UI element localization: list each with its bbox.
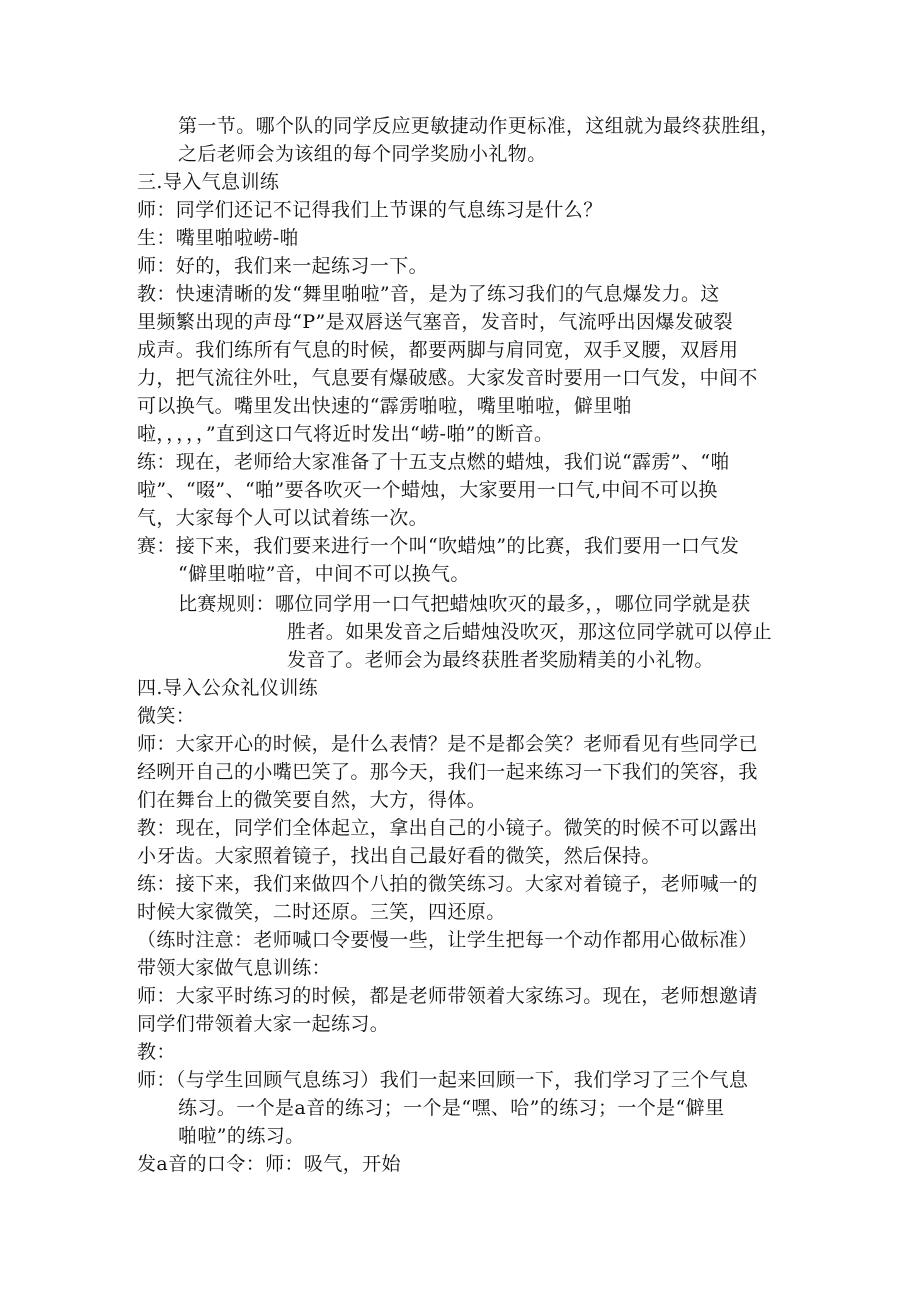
text-line: 师：大家开心的时候，是什么表情？是不是都会笑？老师看见有些同学已: [137, 733, 758, 755]
text-line: 练习。一个是a音的练习；一个是“嘿、哈”的练习；一个是“僻里: [178, 1097, 725, 1119]
text-line: 同学们带领着大家一起练习。: [137, 1013, 390, 1035]
text-line: 之后老师会为该组的每个同学奖励小礼物。: [178, 143, 547, 165]
text-line: 里频繁出现的声母“P”是双唇送气塞音，发音时，气流呼出因爆发破裂: [137, 311, 734, 333]
text-line: 带领大家做气息训练：: [137, 957, 332, 979]
text-line: 啦”、“啜”、“啪”要各吹灭一个蜡烛，大家要用一口气,中间不可以换: [137, 479, 718, 501]
text-line: 教：快速清晰的发“舞里啪啦”音，是为了练习我们的气息爆发力。这: [137, 283, 720, 305]
text-line: 练：接下来，我们来做四个八拍的微笑练习。大家对着镜子，老师喊一的: [137, 873, 758, 895]
text-line: 力，把气流往外吐，气息要有爆破感。大家发音时要用一口气发，中间不: [137, 367, 758, 389]
text-line: 生：嘴里啪啦崂-啪: [137, 227, 300, 249]
text-line: 们在舞台上的微笑要自然，大方，得体。: [137, 789, 487, 811]
text-line: 比赛规则：哪位同学用一口气把蜡烛吹灭的最多，，哪位同学就是获: [178, 593, 751, 615]
text-line: 时候大家微笑，二时还原。三笑，四还原。: [137, 901, 506, 923]
text-line: 啪啦”的练习。: [178, 1125, 305, 1147]
text-line: 气，大家每个人可以试着练一次。: [137, 507, 429, 529]
section-heading: 四.导入公众礼仪训练: [137, 677, 319, 699]
text-line: 小牙齿。大家照着镜子，找出自己最好看的微笑，然后保持。: [137, 845, 661, 867]
text-line: 赛：接下来，我们要来进行一个叫“吹蜡烛”的比赛，我们要用一口气发: [137, 535, 740, 557]
text-line: 师：大家平时练习的时候，都是老师带领着大家练习。现在，老师想邀请: [137, 985, 758, 1007]
text-line: 经咧开自己的小嘴巴笑了。那今天，我们一起来练习一下我们的笑容，我: [137, 761, 758, 783]
section-heading: 三.导入气息训练: [137, 171, 280, 193]
text-line: 微笑：: [137, 705, 196, 727]
text-line: 啦，，，，，”直到这口气将近时发出“崂-啪”的断音。: [137, 423, 554, 445]
text-line: （练时注意：老师喊口令要慢一些，让学生把每一个动作都用心做标准）: [137, 929, 758, 951]
text-line: 教：: [137, 1041, 176, 1063]
text-line: 可以换气。嘴里发出快速的“霹雳啪啦，嘴里啪啦，僻里啪: [137, 395, 633, 417]
text-line: 练：现在，老师给大家准备了十五支点燃的蜡烛，我们说“霹雳”、“啪: [137, 451, 730, 473]
text-line: 发a音的口令：师：吸气，开始: [137, 1153, 401, 1175]
text-line: 师：（与学生回顾气息练习）我们一起来回顾一下，我们学习了三个气息: [137, 1069, 749, 1091]
text-line: 教：现在，同学们全体起立，拿出自己的小镜子。微笑的时候不可以露出: [137, 817, 758, 839]
text-line: 成声。我们练所有气息的时候，都要两脚与肩同宽，双手叉腰，双唇用: [137, 339, 739, 361]
text-line: 师：好的，我们来一起练习一下。: [137, 255, 429, 277]
text-line: 师：同学们还记不记得我们上节课的气息练习是什么？: [137, 199, 603, 221]
text-line: “僻里啪啦”音，中间不可以换气。: [178, 563, 470, 585]
text-line: 胜者。如果发音之后蜡烛没吹灭，那这位同学就可以停止: [287, 621, 773, 643]
text-line: 第一节。哪个队的同学反应更敏捷动作更标准，这组就为最终获胜组，: [178, 115, 780, 137]
text-line: 发音了。老师会为最终获胜者奖励精美的小礼物。: [287, 649, 714, 671]
